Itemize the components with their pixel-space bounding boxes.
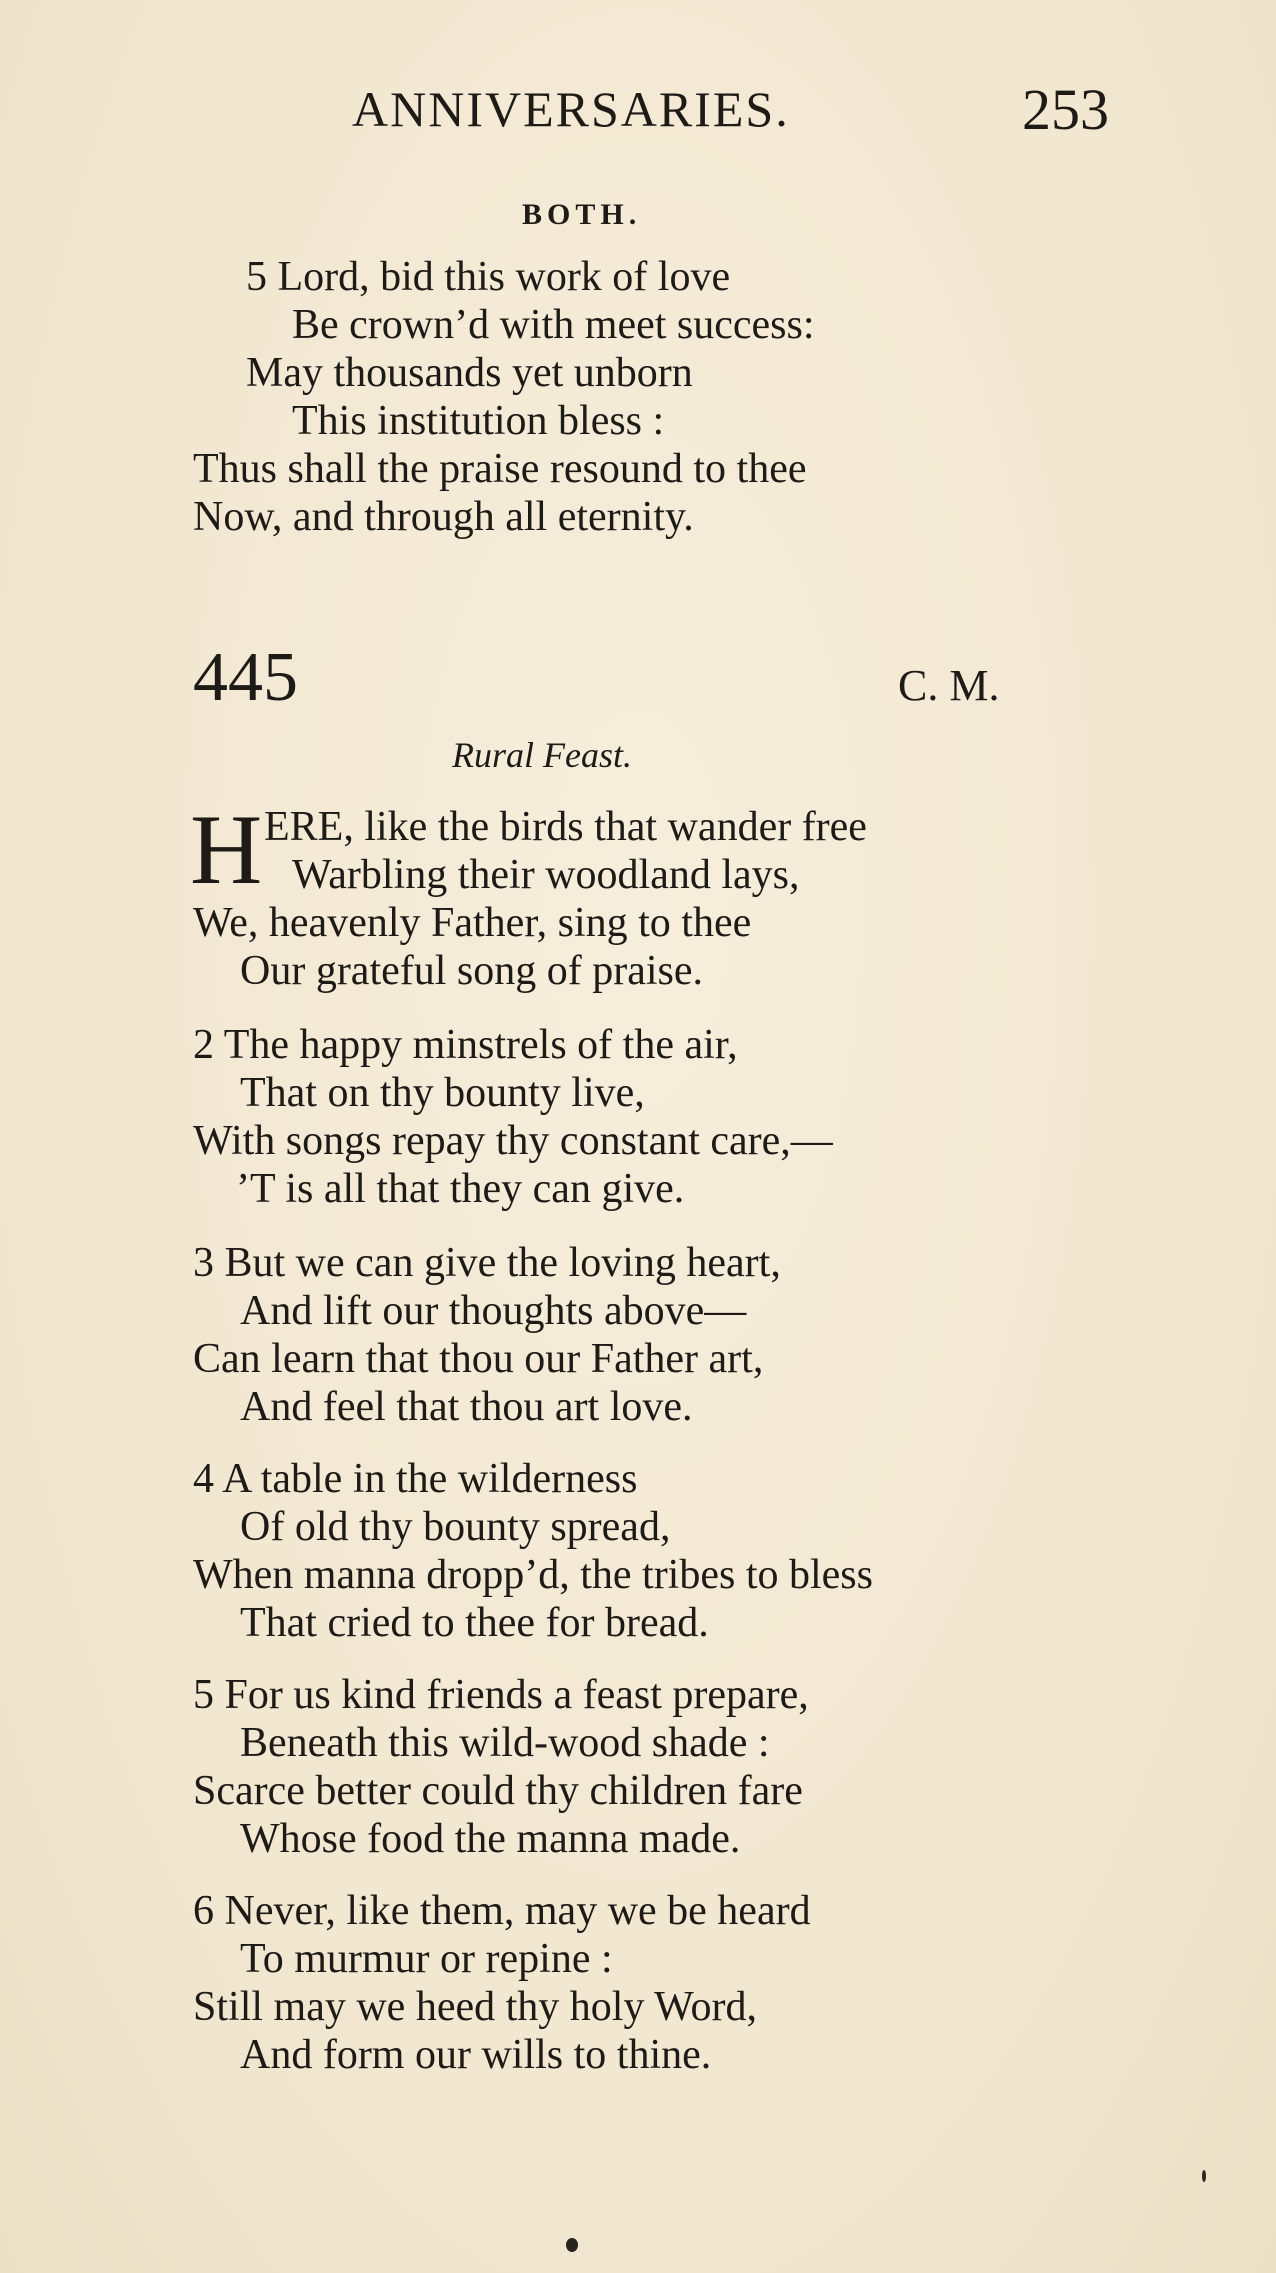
hymn-number: 445 <box>193 639 298 716</box>
verse-line: Still may we heed thy holy Word, <box>193 1984 757 2030</box>
hymn-meter: C. M. <box>898 661 1000 710</box>
verse-line: 2 The happy minstrels of the air, <box>193 1022 738 1068</box>
running-header: ANNIVERSARIES. <box>352 81 790 137</box>
ink-speck <box>566 2238 578 2252</box>
verse-line: 5 Lord, bid this work of love <box>246 254 731 300</box>
verse-line: This institution bless : <box>292 398 665 444</box>
verse-line: And lift our thoughts above— <box>240 1288 747 1334</box>
section-label: BOTH. <box>522 198 642 231</box>
verse-line: ’T is all that they can give. <box>236 1166 685 1212</box>
verse-line: That on thy bounty live, <box>240 1070 645 1116</box>
verse-line: Can learn that thou our Father art, <box>193 1336 764 1382</box>
verse-line: Of old thy bounty spread, <box>240 1504 671 1550</box>
verse-line: Thus shall the praise resound to thee <box>193 446 807 492</box>
ink-speck <box>1202 2170 1206 2182</box>
verse-line: Now, and through all eternity. <box>193 494 694 540</box>
verse-line: 4 A table in the wilderness <box>193 1456 638 1502</box>
verse-line: Be crown’d with meet success: <box>292 302 815 348</box>
hymn-title: Rural Feast. <box>452 735 632 775</box>
verse-line: With songs repay thy constant care,— <box>193 1118 833 1164</box>
verse-line: Our grateful song of praise. <box>240 948 704 994</box>
page-number: 253 <box>1022 77 1109 142</box>
verse-line: When manna dropp’d, the tribes to bless <box>193 1552 873 1598</box>
verse-line: Beneath this wild-wood shade : <box>240 1720 770 1766</box>
verse-line: May thousands yet unborn <box>246 350 693 396</box>
verse-line: Whose food the manna made. <box>240 1816 741 1862</box>
verse-line: We, heavenly Father, sing to thee <box>193 900 752 946</box>
verse-line: And feel that thou art love. <box>240 1384 693 1430</box>
verse-line: 6 Never, like them, may we be heard <box>193 1888 811 1934</box>
verse-line: 5 For us kind friends a feast prepare, <box>193 1672 809 1718</box>
verse-line: 3 But we can give the loving heart, <box>193 1240 781 1286</box>
verse-line: To murmur or repine : <box>240 1936 613 1982</box>
verse-line: That cried to thee for bread. <box>240 1600 709 1646</box>
verse-line: And form our wills to thine. <box>240 2032 712 2078</box>
verse-line: ERE, like the birds that wander free <box>264 804 867 850</box>
verse-line: Warbling their woodland lays, <box>292 852 800 898</box>
verse-line: Scarce better could thy children fare <box>193 1768 803 1814</box>
drop-cap: H <box>190 794 263 905</box>
